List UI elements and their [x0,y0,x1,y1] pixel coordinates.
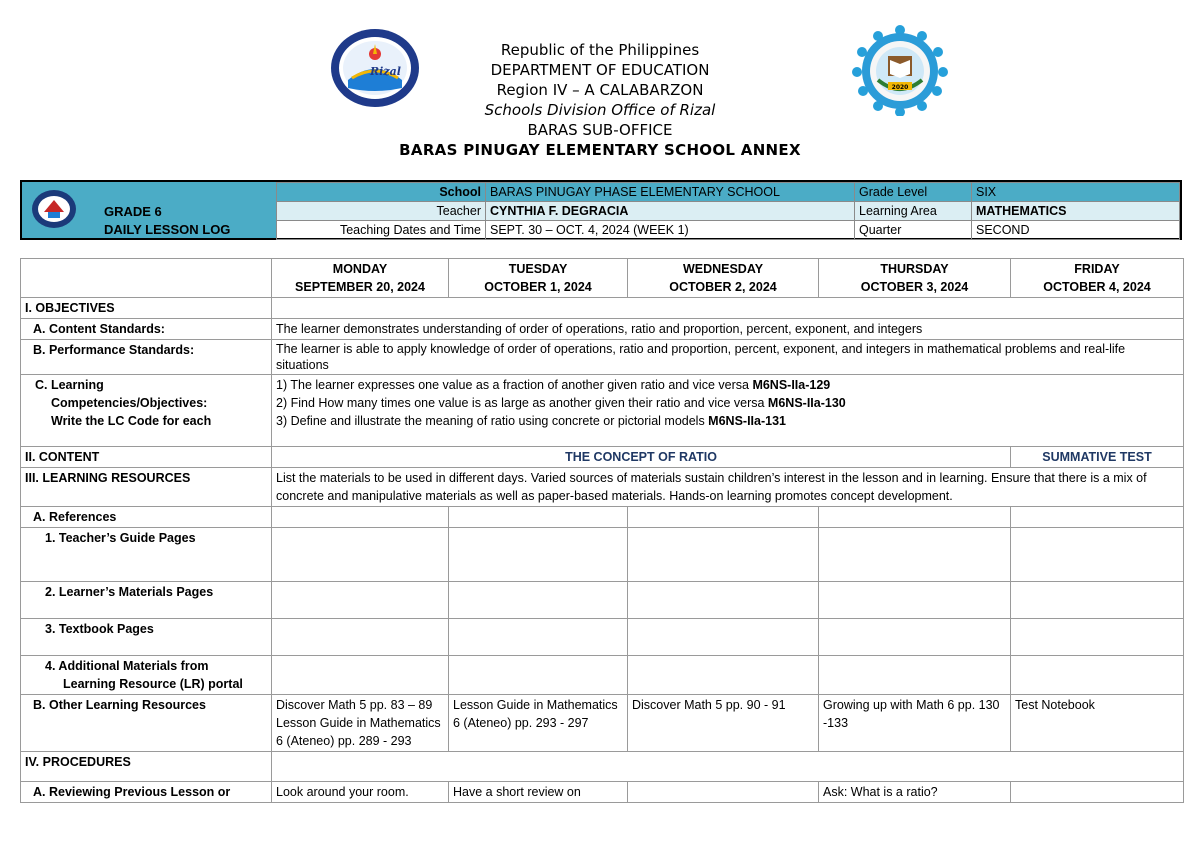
lesson-log-table [20,258,1184,803]
info-grid [276,182,1180,240]
seal-rizal-label: Rizal [370,65,401,78]
grade-level-value: SIX [972,183,1180,202]
learning-area-value: MATHEMATICS [972,202,1180,221]
reviewing-tuesday: Have a short review on [449,782,628,803]
document-header [0,40,1200,160]
content-standards-label: A. Content Standards: [21,319,272,340]
other-resources-monday: Discover Math 5 pp. 83 – 89 Lesson Guide in Mathematics 6 (Ateneo) pp. 289 - 293 [272,695,449,752]
learning-area-label: Learning Area [855,202,972,221]
teaching-dates-value: SEPT. 30 – OCT. 4, 2024 (WEEK 1) [486,221,855,240]
content-friday: SUMMATIVE TEST [1011,447,1184,468]
grade-level-label: Grade Level [855,183,972,202]
reviewing-friday [1011,782,1184,803]
reviewing-wednesday [628,782,819,803]
content-standards-text: The learner demonstrates understanding of order of operations, ratio and proportion, percent, exponent, and integers [272,319,1184,340]
other-resources-label: B. Other Learning Resources [21,695,272,752]
teaching-dates-label: Teaching Dates and Time [277,221,486,240]
header-division: Schools Division Office of Rizal [484,101,716,119]
grade-label: GRADE 6 [104,204,162,219]
other-resources-friday: Test Notebook [1011,695,1184,752]
teacher-value: CYNTHIA F. DEGRACIA [486,202,855,221]
day-header-wednesday: WEDNESDAY OCTOBER 2, 2024 [628,259,819,298]
content-concept: THE CONCEPT OF RATIO [272,447,1011,468]
header-republic: Republic of the Philippines [500,41,700,59]
day-header-friday: FRIDAY OCTOBER 4, 2024 [1011,259,1184,298]
objectives-title: I. OBJECTIVES [21,298,272,319]
quarter-value: SECOND [972,221,1180,240]
textbook-pages-label: 3. Textbook Pages [21,619,272,656]
performance-standards-text: The learner is able to apply knowledge of order of operations, ratio and proportion, percent, exponent, and integers in mathematical problems and real-life situations [272,340,1184,375]
day-header-monday: MONDAY SEPTEMBER 20, 2024 [272,259,449,298]
performance-standards-label: B. Performance Standards: [21,340,272,375]
seal-year: 2020 [891,84,909,91]
deped-seal-small [30,188,78,230]
resources-title: III. LEARNING RESOURCES [21,468,272,507]
competency-3: 3) Define and illustrate the meaning of ratio using concrete or pictorial models M6NS-IIa-131 [276,414,786,428]
competency-2: 2) Find How many times one value is as large as another given their ratio and vice versa M6NS-IIa-130 [276,396,846,410]
header-suboffice: BARAS SUB-OFFICE [527,121,673,139]
other-resources-tuesday: Lesson Guide in Mathematics 6 (Ateneo) pp. 293 - 297 [449,695,628,752]
quarter-label: Quarter [855,221,972,240]
learners-materials-label: 2. Learner’s Materials Pages [21,582,272,619]
corner-cell [21,259,272,298]
resources-text: List the materials to be used in different days. Varied sources of materials sustain children’s interest in the lesson and in learning. Ensure that there is a mix of concrete and manipulative materials as well as paper-based materials. Hands-on learning promotes concept development. [272,468,1184,507]
day-header-thursday: THURSDAY OCTOBER 3, 2024 [819,259,1011,298]
reviewing-thursday: Ask: What is a ratio? [819,782,1011,803]
references-label: A. References [21,507,272,528]
daily-lesson-log-label: DAILY LESSON LOG [104,222,231,237]
lesson-info-table [20,180,1182,240]
teachers-guide-label: 1. Teacher’s Guide Pages [21,528,272,582]
day-header-tuesday: TUESDAY OCTOBER 1, 2024 [449,259,628,298]
content-title: II. CONTENT [21,447,272,468]
competencies-label: C. Learning Competencies/Objectives: Write the LC Code for each [21,375,272,447]
competencies-list [272,375,1184,447]
school-value: BARAS PINUGAY PHASE ELEMENTARY SCHOOL [486,183,855,202]
header-school-name: BARAS PINUGAY ELEMENTARY SCHOOL ANNEX [399,141,801,159]
teacher-label: Teacher [277,202,486,221]
reviewing-monday: Look around your room. [272,782,449,803]
other-resources-wednesday: Discover Math 5 pp. 90 - 91 [628,695,819,752]
grade-block [22,182,276,238]
additional-materials-label: 4. Additional Materials from Learning Resource (LR) portal [21,656,272,695]
reviewing-lesson-label: A. Reviewing Previous Lesson or [21,782,272,803]
header-department: DEPARTMENT OF EDUCATION [490,61,710,79]
other-resources-thursday: Growing up with Math 6 pp. 130 -133 [819,695,1011,752]
header-region: Region IV – A CALABARZON [496,81,704,99]
procedures-title: IV. PROCEDURES [21,752,272,782]
competency-1: 1) The learner expresses one value as a fraction of another given ratio and vice versa M6NS-IIa-129 [276,378,831,392]
school-label: School [277,183,486,202]
